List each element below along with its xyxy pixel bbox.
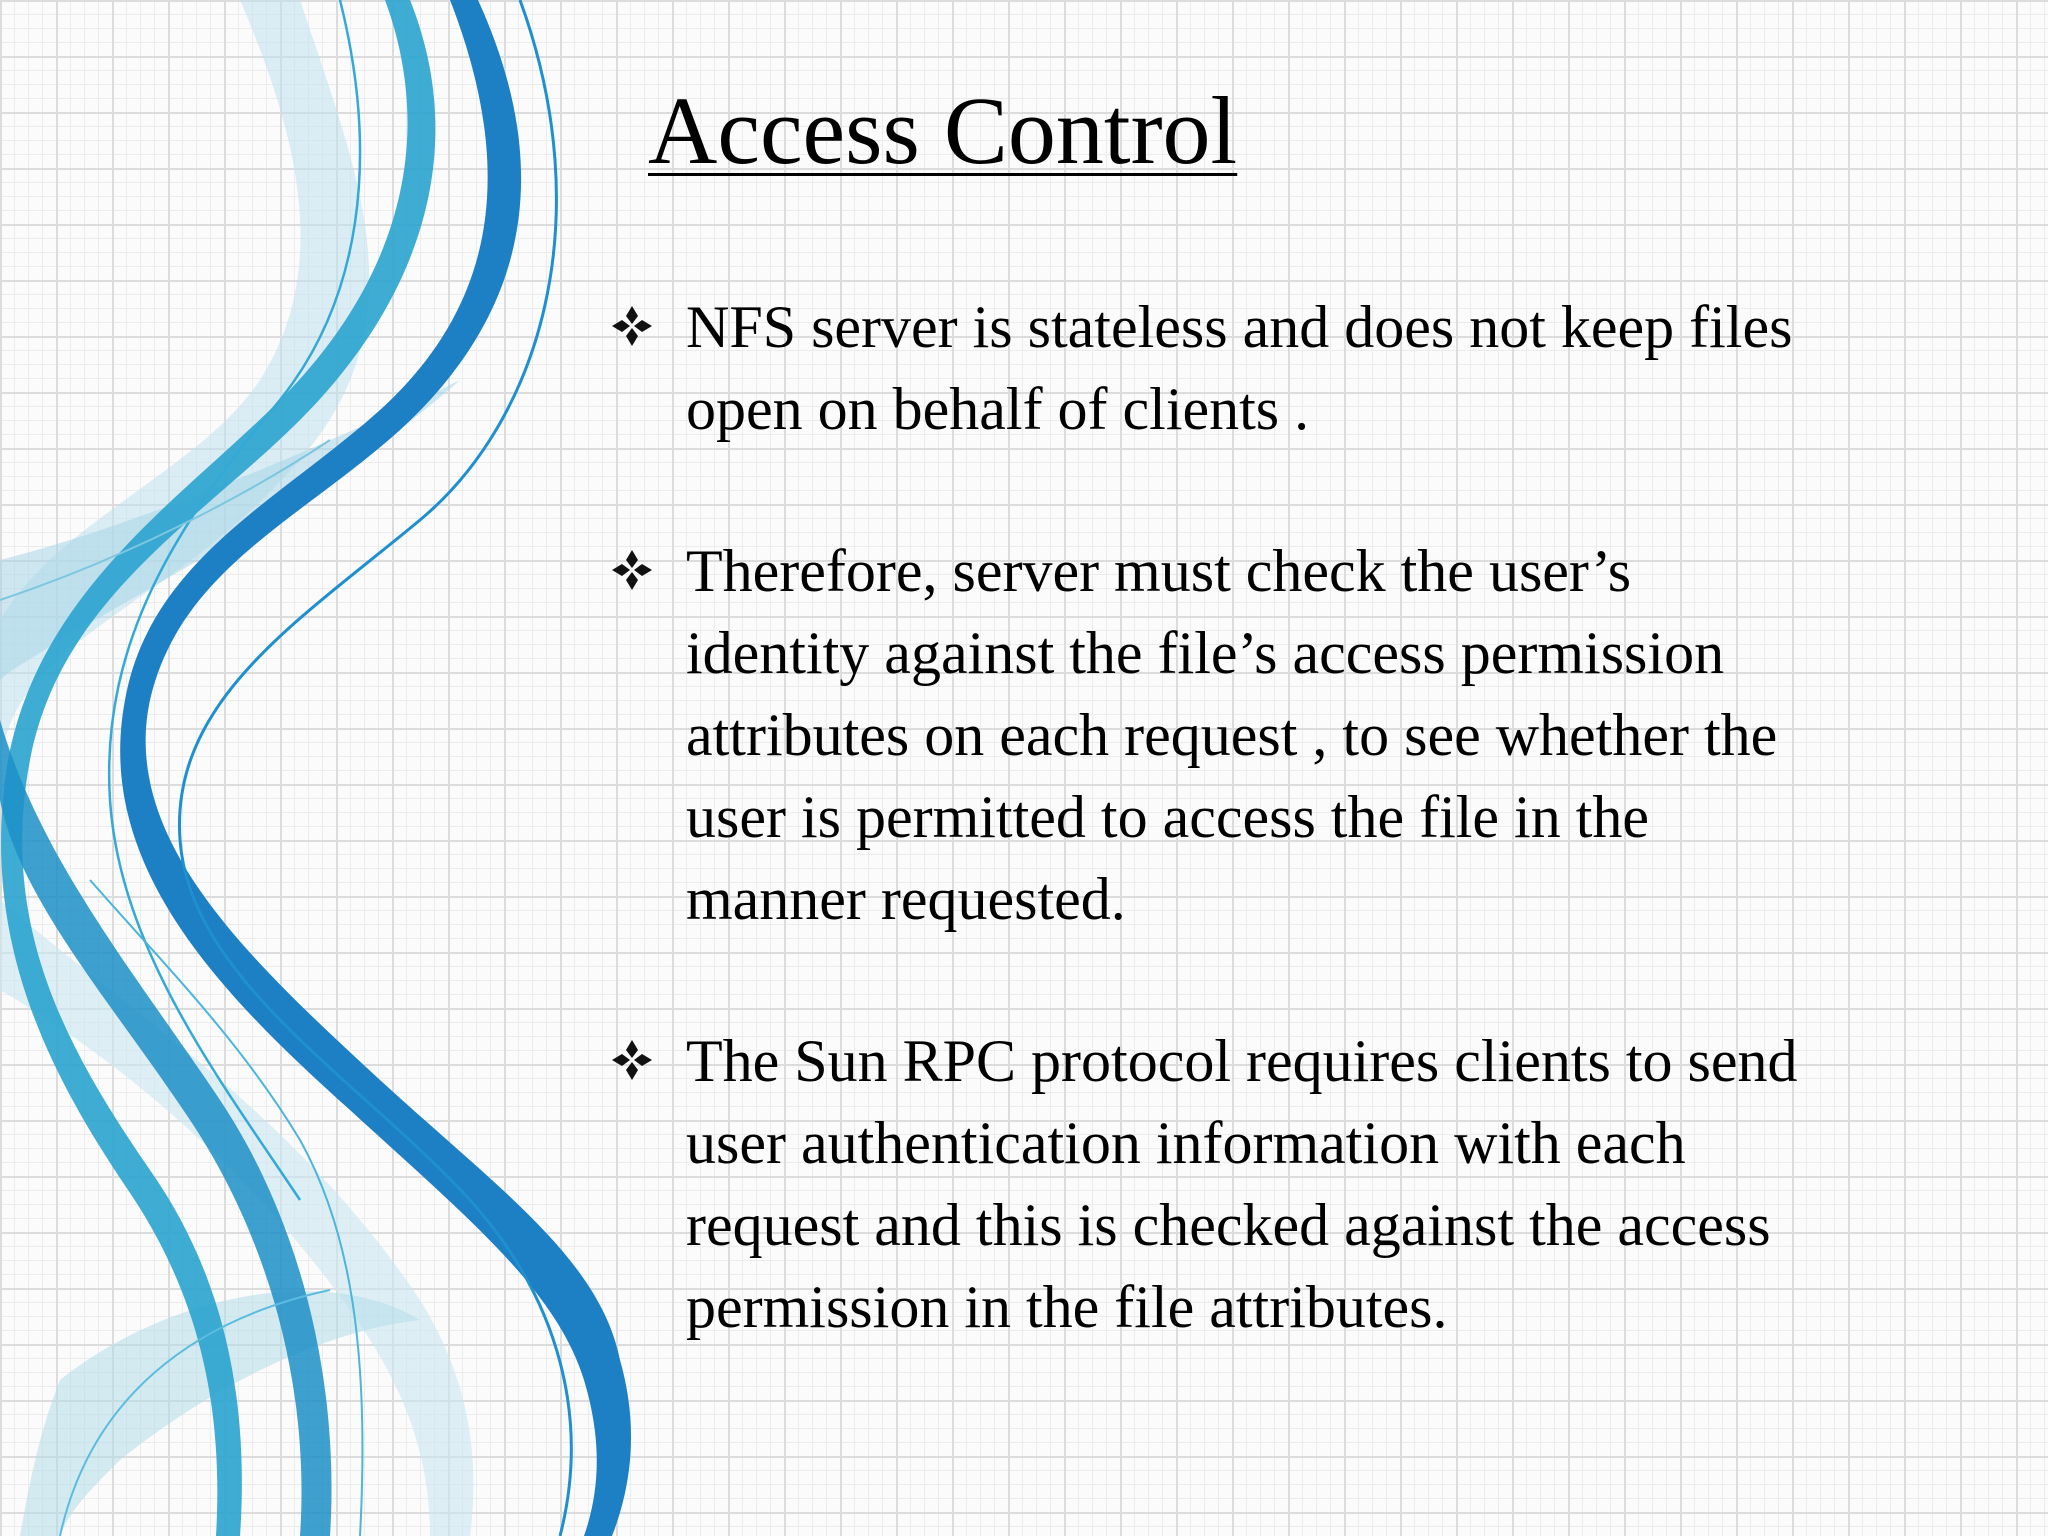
diamond-bullet-icon — [610, 548, 654, 592]
bullet-list — [610, 286, 2010, 1428]
decorative-swirl — [0, 0, 700, 1536]
diamond-bullet-icon — [610, 1038, 654, 1082]
bullet-text: The Sun RPC protocol requires clients to send user authentication information with each request and this is checked against the access permission in the file attributes. — [686, 1028, 1798, 1340]
diamond-bullet-icon — [610, 304, 654, 348]
bullet-text: Therefore, server must check the user’s identity against the file’s access permission attributes on each request , to see whether the user is permitted to access the file in the manner requested. — [686, 538, 1778, 932]
bullet-item — [610, 1020, 2010, 1348]
slide-title: Access Control — [648, 77, 1238, 184]
bullet-item — [610, 286, 2010, 450]
bullet-item — [610, 530, 2010, 940]
bullet-text: NFS server is stateless and does not keep files open on behalf of clients . — [686, 294, 1793, 442]
